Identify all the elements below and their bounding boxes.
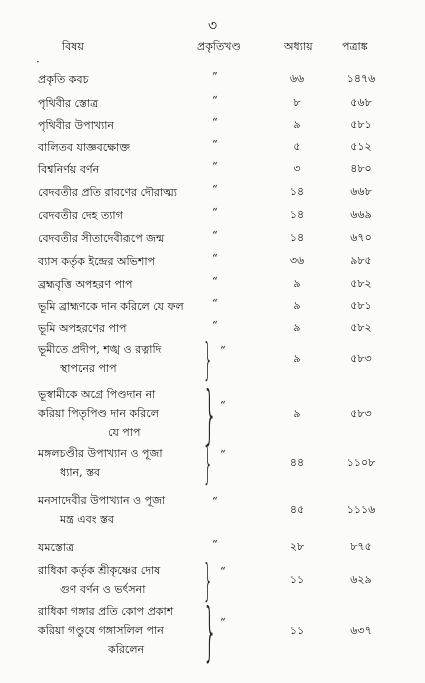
row-patranka: ৬৭০ xyxy=(350,231,372,244)
index-row xyxy=(0,183,425,202)
row-subject xyxy=(38,70,203,89)
index-row xyxy=(0,252,425,271)
row-subject-line: ব্রহ্মবৃত্তি অপহরণ পাপ xyxy=(38,278,133,291)
row-patranka: ৪৮০ xyxy=(350,162,372,175)
row-subject-line: মন্ত্র এবং স্তব xyxy=(60,513,114,526)
row-subject-line: ভূস্বামীকে অগ্রে পিণ্ডদান না xyxy=(38,388,156,401)
row-patranka: ৬৩৭ xyxy=(350,623,372,637)
row-patranka: ১৪৭৬ xyxy=(346,72,376,85)
index-row xyxy=(0,491,425,529)
row-adhyay: ১৪ xyxy=(289,231,305,244)
header-adhyay: অধ্যায় xyxy=(284,40,313,53)
row-subject-line: গুণ বর্ণন ও ভর্ৎসনা xyxy=(60,583,146,596)
row-adhyay: ৩৬ xyxy=(289,254,305,267)
row-subject-line: ভূমীতে প্রদীপ, শঙ্খ ও রত্নাদি xyxy=(38,343,162,356)
index-row xyxy=(0,378,425,451)
row-subject xyxy=(38,444,203,482)
row-subject-line: মনসাদেবীর উপাখ্যান ও পূজা xyxy=(38,494,166,507)
row-subject-line: করিয়া পিতৃপিণ্ড দান করিলে xyxy=(38,407,159,420)
row-subject-line: যমস্তোত্র xyxy=(38,541,75,554)
row-subject-line: বালিতব যাজ্ঞবক্ষোক্ত xyxy=(38,141,130,154)
row-ditto: “ xyxy=(220,448,226,461)
row-adhyay: ৯ xyxy=(293,352,301,365)
row-patranka: ৫৮৩ xyxy=(350,352,372,365)
row-patranka: ৯৮৫ xyxy=(350,254,372,267)
row-patranka: ৬৬৮ xyxy=(350,185,372,198)
row-ditto: “ xyxy=(212,252,218,265)
row-subject xyxy=(38,94,203,113)
row-subject-line: মঙ্গলচণ্ডীর উপাখ্যান ও পূজা xyxy=(38,447,163,460)
row-subject-line: করিয়া গণ্ডুষে গঙ্গাসলিল পান xyxy=(38,624,164,637)
index-row xyxy=(0,116,425,135)
row-subject-line: প্রকৃতি কবচ xyxy=(38,73,89,86)
row-subject xyxy=(38,229,203,248)
row-subject-line: স্থাপনের পাপ xyxy=(60,362,117,375)
row-ditto: “ xyxy=(220,344,226,357)
row-adhyay: ৮ xyxy=(293,96,301,109)
row-adhyay: ৪৫ xyxy=(289,503,305,516)
row-ditto: “ xyxy=(212,495,218,508)
row-subject xyxy=(38,319,203,338)
row-patranka: ৫১২ xyxy=(350,140,372,153)
row-adhyay: ৯ xyxy=(293,321,301,334)
row-adhyay: ৬৬ xyxy=(289,72,305,85)
row-adhyay: ১৪ xyxy=(289,185,305,198)
bullet-dot: · xyxy=(36,55,40,69)
row-patranka: ১১১৬ xyxy=(346,503,376,516)
row-adhyay: ৯ xyxy=(293,118,301,131)
row-subject-line: ব্যাস কর্তৃক ইন্দ্রের অভিশাপ xyxy=(38,255,156,268)
curly-brace: } xyxy=(203,334,213,385)
header-patranka: পত্রাঙ্ক xyxy=(342,40,368,53)
row-subject-line: রাধিকা কর্তৃক শ্রীকৃষ্ণের দোষ xyxy=(38,564,161,577)
row-patranka: ৬৬৯ xyxy=(350,208,372,221)
row-subject-line: বেদবতীর সীতাদেবীরূপে জন্ম xyxy=(38,232,165,245)
row-subject xyxy=(38,275,203,294)
row-adhyay: ৯ xyxy=(293,277,301,290)
row-adhyay: ৯ xyxy=(293,406,301,420)
row-patranka: ৫৬৮ xyxy=(350,96,372,109)
index-row xyxy=(0,206,425,225)
row-adhyay: ৩ xyxy=(293,162,301,175)
row-subject-line: যে পাপ xyxy=(108,426,141,439)
curly-brace: } xyxy=(203,438,213,489)
row-patranka: ৫৮১ xyxy=(350,118,372,131)
row-subject xyxy=(38,340,203,378)
row-subject xyxy=(38,183,203,202)
row-adhyay: ২৮ xyxy=(289,540,305,553)
row-subject xyxy=(38,252,203,271)
row-patranka: ৫৮৩ xyxy=(350,406,372,420)
row-ditto: ” xyxy=(212,70,218,83)
row-ditto: “ xyxy=(212,94,218,107)
index-row xyxy=(0,138,425,157)
row-subject-line: বেদবতীর প্রতি রাবণের দৌরাত্ম্য xyxy=(38,186,177,199)
index-row xyxy=(0,94,425,113)
row-ditto: “ xyxy=(220,565,226,578)
row-adhyay: ১১ xyxy=(289,573,305,586)
row-subject-line: বিশ্বনির্ণয় বর্ণন xyxy=(38,163,100,176)
row-adhyay: ৯ xyxy=(293,299,301,312)
index-row xyxy=(0,297,425,316)
row-patranka: ৫৮২ xyxy=(350,277,372,290)
row-ditto: “ xyxy=(212,538,218,551)
row-ditto: “ xyxy=(212,138,218,151)
index-row xyxy=(0,275,425,294)
row-subject-line: ধ্যান, স্তব xyxy=(60,466,101,479)
row-adhyay: ৪৪ xyxy=(289,456,305,469)
row-patranka: ৫৮২ xyxy=(350,321,372,334)
row-subject xyxy=(38,160,203,179)
row-ditto: “ xyxy=(212,116,218,129)
row-ditto: “ xyxy=(212,206,218,219)
row-patranka: ৬২৯ xyxy=(350,573,372,586)
row-subject-line: পৃথিবীর স্তোত্র xyxy=(38,97,99,110)
row-ditto: “ xyxy=(212,297,218,310)
row-ditto: “ xyxy=(212,160,218,173)
row-subject xyxy=(38,138,203,157)
row-subject xyxy=(38,385,203,442)
row-subject xyxy=(38,206,203,225)
header-khanda: প্রকৃতিখণ্ড xyxy=(197,40,241,53)
index-row xyxy=(0,334,425,385)
index-row xyxy=(0,438,425,489)
index-row xyxy=(0,70,425,89)
row-subject-line: করিলেন xyxy=(108,643,145,656)
header-subject: বিষয় xyxy=(62,40,84,53)
row-patranka: ৮৭৫ xyxy=(350,540,372,553)
row-subject-line: ভূমি ব্রাহ্মণকে দান করিলে যে ফল xyxy=(38,300,184,313)
curly-brace: } xyxy=(203,555,213,606)
row-subject xyxy=(38,602,203,659)
row-adhyay: ১৪ xyxy=(289,208,305,221)
index-row xyxy=(0,229,425,248)
page-number: ৩ xyxy=(207,18,218,34)
row-subject-line: বেদবতীর দেহ ত্যাগ xyxy=(38,209,123,222)
curly-brace: } xyxy=(203,378,218,451)
row-ditto: “ xyxy=(220,398,226,412)
curly-brace: } xyxy=(203,595,218,668)
index-row xyxy=(0,555,425,606)
row-subject xyxy=(38,538,203,557)
row-adhyay: ১১ xyxy=(289,623,305,637)
index-row xyxy=(0,160,425,179)
row-subject-line: পৃথিবীর উপাখ্যান xyxy=(38,119,114,132)
row-patranka: ১১০৮ xyxy=(346,456,376,469)
row-ditto: “ xyxy=(212,319,218,332)
row-subject xyxy=(38,561,203,599)
row-ditto: “ xyxy=(212,275,218,288)
index-row xyxy=(0,595,425,668)
row-subject-line: ভূমি অপহরণের পাপ xyxy=(38,322,127,335)
row-subject-line: রাধিকা গঙ্গার প্রতি কোপ প্রকাশ xyxy=(38,605,174,618)
row-ditto: “ xyxy=(212,229,218,242)
row-subject xyxy=(38,297,203,316)
row-subject xyxy=(38,491,203,529)
row-patranka: ৫৮১ xyxy=(350,299,372,312)
row-ditto: “ xyxy=(212,183,218,196)
row-adhyay: ৫ xyxy=(293,140,301,153)
row-subject xyxy=(38,116,203,135)
row-ditto: “ xyxy=(220,615,226,629)
